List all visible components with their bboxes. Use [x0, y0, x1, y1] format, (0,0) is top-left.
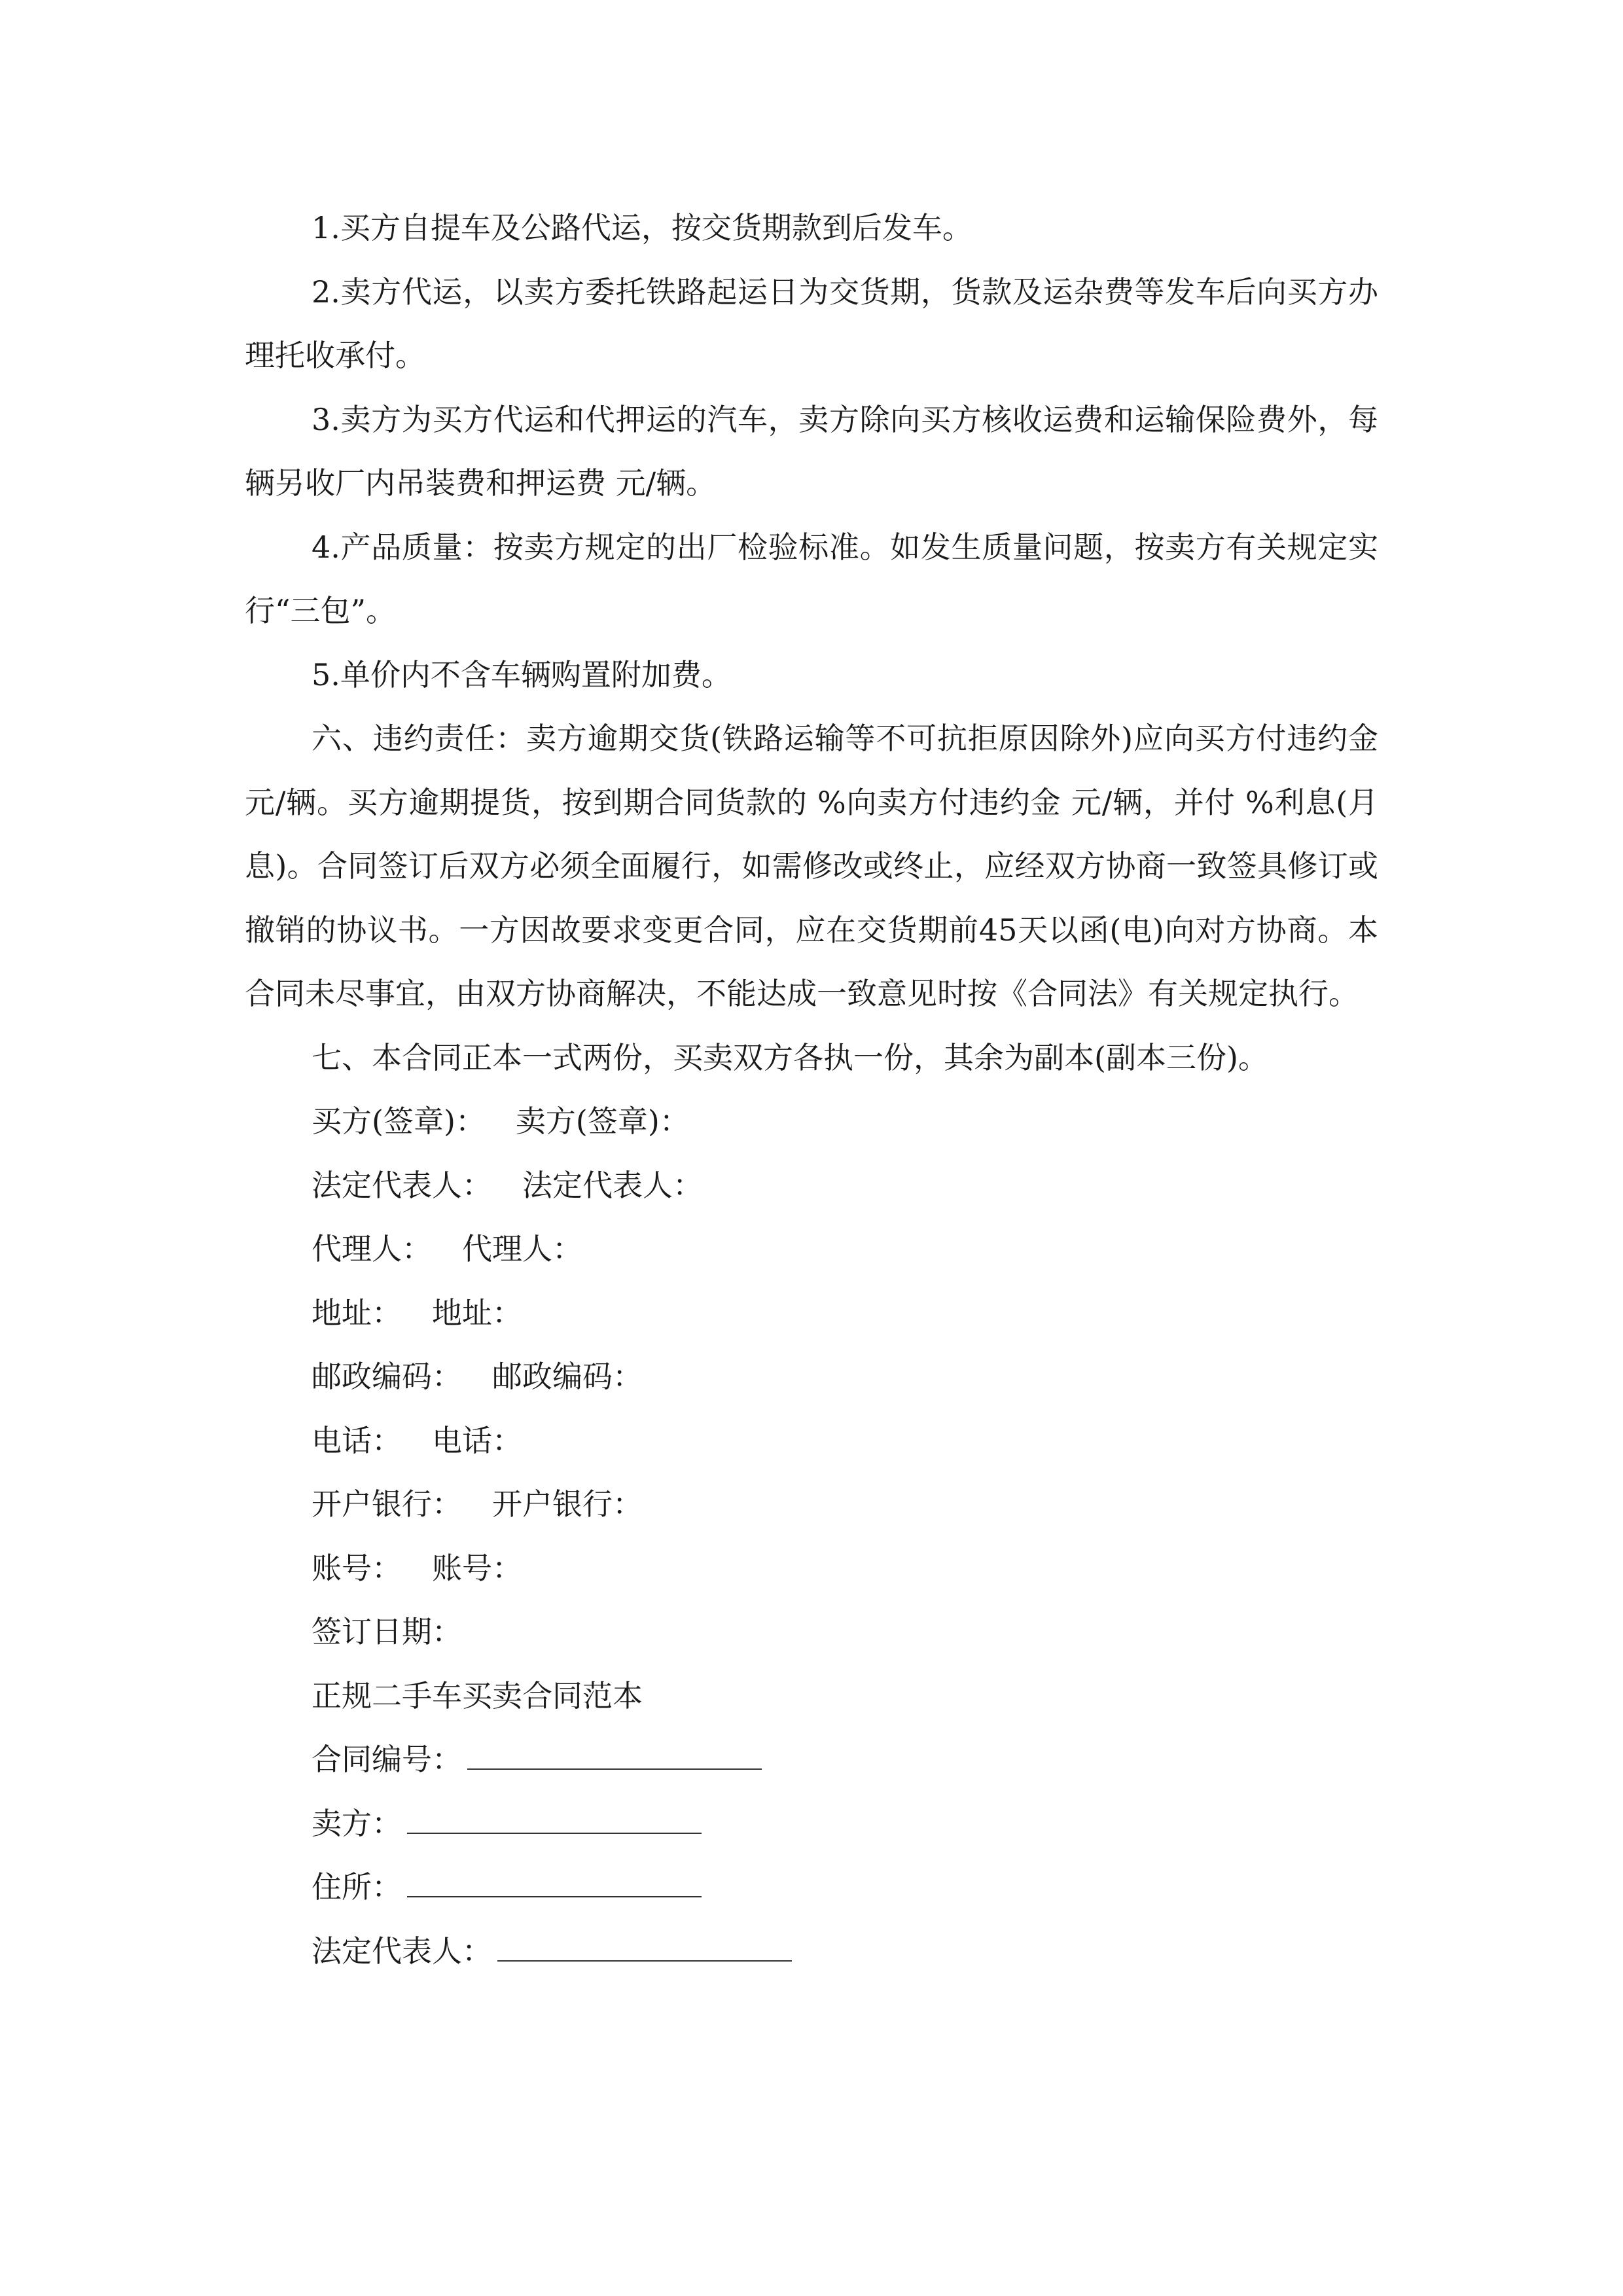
- signature-row-account: [245, 1537, 1378, 1601]
- sign-date-label: 签订日期：: [312, 1614, 462, 1649]
- contract-number-row: [245, 1728, 1378, 1792]
- signature-row-agent: [245, 1217, 1378, 1282]
- section-copies: 七、本合同正本一式两份，买卖双方各执一份，其余为副本(副本三份)。: [312, 1039, 1268, 1075]
- buyer-bank-label: 开户银行：: [312, 1486, 462, 1522]
- sign-date-row: [245, 1600, 1378, 1664]
- legal-rep-label: 法定代表人：: [312, 1933, 492, 1969]
- seller-phone-label: 电话：: [432, 1422, 522, 1458]
- signature-row-address: [245, 1282, 1378, 1346]
- seller-legal-rep-label: 法定代表人：: [522, 1167, 703, 1203]
- signature-row-postcode: [245, 1345, 1378, 1409]
- contract-number-label: 合同编号：: [312, 1742, 462, 1777]
- buyer-account-label: 账号：: [312, 1550, 402, 1586]
- seller-blank: [407, 1796, 702, 1834]
- section-breach-liability: 六、违约责任：卖方逾期交货(铁路运输等不可抗拒原因除外)应向买方付违约金 元/辆。买方逾期提货，按到期合同货款的 %向卖方付违约金 元/辆，并付 %利息(月息)。合同签订后双方必须全面履行，如需修改或终止，应经双方协商一致签具修订或撤销的协议书。一方因故要求变更合同，应在交货期前45天以函(电)向对方协商。本合同未尽事宜，由双方协商解决，不能达成一致意见时按《合同法》有关规定执行。: [245, 721, 1378, 1011]
- buyer-legal-rep-label: 法定代表人：: [312, 1167, 492, 1203]
- buyer-agent-label: 代理人：: [312, 1231, 432, 1266]
- residence-label: 住所：: [312, 1869, 402, 1905]
- seller-row: [245, 1792, 1378, 1856]
- residence-row: [245, 1856, 1378, 1920]
- clause-4: 4.产品质量：按卖方规定的出厂检验标准。如发生质量问题，按卖方有关规定实行“三包”。: [245, 529, 1378, 628]
- clause-2: 2.卖方代运，以卖方委托铁路起运日为交货期，货款及运杂费等发车后向买方办理托收承付。: [245, 274, 1378, 373]
- buyer-seal-label: 买方(签章)：: [312, 1103, 486, 1139]
- residence-blank: [407, 1859, 702, 1897]
- signature-row-phone: [245, 1409, 1378, 1473]
- seller-label: 卖方：: [312, 1805, 402, 1841]
- clause-1: 1.买方自提车及公路代运，按交货期款到后发车。: [312, 210, 972, 245]
- document-body: [245, 196, 1378, 1983]
- clause-3: 3.卖方为买方代运和代押运的汽车，卖方除向买方核收运费和运输保险费外，每辆另收厂内吊装费和押运费 元/辆。: [245, 401, 1378, 501]
- legal-rep-blank: [497, 1924, 792, 1962]
- buyer-phone-label: 电话：: [312, 1422, 402, 1458]
- signature-row-seal: [245, 1090, 1378, 1154]
- seller-agent-label: 代理人：: [462, 1231, 582, 1266]
- signature-row-bank: [245, 1473, 1378, 1537]
- seller-seal-label: 卖方(签章)：: [515, 1103, 690, 1139]
- signature-row-legal-rep: [245, 1154, 1378, 1218]
- buyer-address-label: 地址：: [312, 1295, 402, 1331]
- second-contract-title: 正规二手车买卖合同范本: [312, 1677, 643, 1713]
- seller-account-label: 账号：: [432, 1550, 522, 1586]
- clause-5: 5.单价内不含车辆购置附加费。: [312, 656, 732, 692]
- buyer-postcode-label: 邮政编码：: [312, 1359, 462, 1394]
- seller-postcode-label: 邮政编码：: [492, 1359, 643, 1394]
- seller-bank-label: 开户银行：: [492, 1486, 643, 1522]
- contract-number-blank: [467, 1732, 762, 1770]
- legal-rep-row: [245, 1920, 1378, 1984]
- seller-address-label: 地址：: [432, 1295, 522, 1331]
